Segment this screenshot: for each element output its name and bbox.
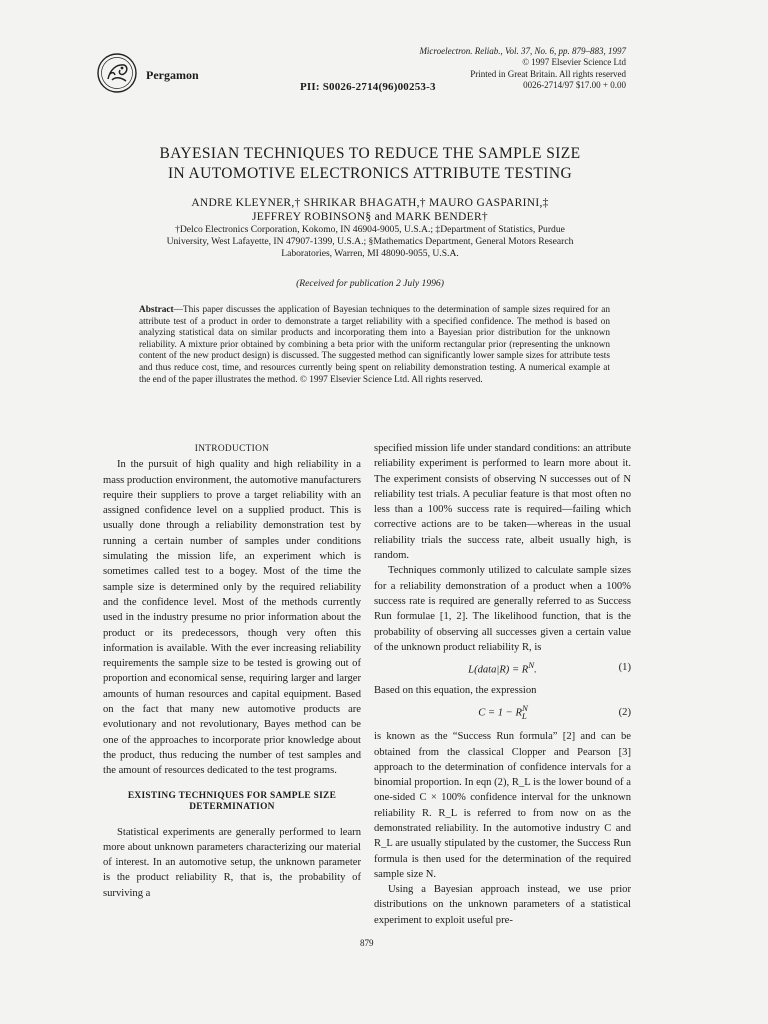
received-date [110, 278, 630, 289]
equation-1-body [374, 658, 611, 678]
right-paragraph-4: is known as the “Success Run formula” [2] and can be obtained from the classical Clopper and Pearson [3] approach to the determination of confidence intervals for a binomial proportion. In eqn (2), R_L is the lower bound of a one-sided C × 100% confidence interval for the unknown reliability R. R_L is referred to from now on as the demonstrated reliability. In the automotive industry C and R_L are usually stipulated by the customer, the Success Run formula is then used for the determination of the required sample size N. [374, 731, 631, 880]
equation-2 [374, 701, 631, 724]
authors-line-1: ANDRE KLEYNER,† SHRIKAR BHAGATH,† MAURO GASPARINI,‡ [191, 197, 549, 209]
left-column [103, 442, 361, 901]
title-line-1: BAYESIAN TECHNIQUES TO REDUCE THE SAMPLE SIZE [159, 145, 581, 162]
printed-line: Printed in Great Britain. All rights reserved [470, 68, 626, 79]
received-text: (Received for publication 2 July 1996) [296, 278, 444, 289]
equation-1-tail: . [534, 664, 537, 676]
affiliations [132, 224, 608, 261]
introduction-heading: INTRODUCTION [194, 444, 270, 454]
equation-2-sub: L [521, 710, 527, 721]
existing-techniques-heading [103, 791, 361, 814]
equation-1 [374, 658, 631, 678]
existing-techniques-paragraph: Statistical experiments are generally performed to learn more about unknown parameters characterizing our material of interest. In an automotive setup, the unknown parameter is the product reliability R, that is, the probability of surviving a [103, 826, 361, 899]
equation-1-expr: L(data|R) = R [468, 664, 529, 676]
equation-2-number: (2) [618, 707, 631, 719]
equation-1-number: (1) [618, 662, 631, 674]
equation-2-expr: C = 1 − R [478, 707, 522, 719]
introduction-paragraph: In the pursuit of high quality and high reliability in a mass production environment, the automotive manufacturers require their suppliers to prove a target reliability with an assigned confidence level on a supplied product. This is usually done through a reliability demonstration test by running a certain number of samples under conditions simulating the mission life, an experiment which is sometimes called test to a bogey. Most of the time the sample size is determined only by the required reliability and the confidence level. Most of the methods currently used in the industry presume no prior information about the product or its predecessors, though very often this information is available. With the ever increasing reliability requirements the sample size to be tested is growing out of proportion and economical sense, requiring larger and larger amounts of human resources and capital equipment. Based on the fact that many new automotive products are evolutionary and not revolutionary, Bayes method can be one of the approaches to incorporate prior knowledge about the product, thus reducing the number of test samples and the amount of resources dedicated to the test programs. [103, 459, 361, 777]
page-number: 879 [360, 938, 374, 948]
copyright-line: © 1997 Elsevier Science Ltd [522, 57, 626, 68]
pii-code: PII: S0026-2714(96)00253-3 [300, 81, 436, 93]
existing-heading-line-2: DETERMINATION [189, 802, 275, 813]
existing-heading-line-1: EXISTING TECHNIQUES FOR SAMPLE SIZE [127, 790, 337, 801]
right-paragraph-2: Techniques commonly utilized to calculate sample sizes for a reliability demonstration of a product when a 100% success rate is required are generally referred to as Success Run formulae [1, 2]. The likelihood function, that is the probability of observing all successes given a certain value of the unknown product reliability R, is [374, 565, 631, 653]
abstract-text: —This paper discusses the application of Bayesian techniques to the determination of sample sizes required for an attribute test of a product in order to demonstrate a target reliability with a specified confidence. The method is based on analyzing statistical data on similar products and incorporating them into a Bayesian prior distribution for the unknown reliability. A mixture prior obtained by combining a beta prior with the uniform rectangular prior (representing the unknown content of the new product design) is discussed. The suggested method can significantly lower sample sizes for attribute tests and thus reduce cost, time, and resources currently being spent on reliability demonstration testing. A numerical example at the end of the paper illustrates the method. © 1997 Elsevier Science Ltd. All rights reserved. [139, 305, 610, 385]
equation-2-body [374, 701, 611, 724]
title-line-2: IN AUTOMOTIVE ELECTRONICS ATTRIBUTE TESTING [167, 165, 573, 182]
affiliation-line-1: †Delco Electronics Corporation, Kokomo, IN 46904-9005, U.S.A.; ‡Department of Statistics, Purdue [175, 224, 565, 235]
right-paragraph-1: specified mission life under standard conditions: an attribute reliability experiment is performed to learn more about it. The experiment consists of observing N successes out of N reliability test trials. A peculiar feature is that most often no less than a 100% success rate is required—failing which corrective actions are to be taken—whereas in the usual reliability trials the success rate, albeit usually high, is random. [374, 443, 631, 562]
equation-2-sup: N [521, 703, 528, 714]
paper-title [100, 144, 640, 184]
right-column [374, 441, 631, 928]
affiliation-line-2: University, West Lafayette, IN 47907-1399, U.S.A.; §Mathematics Department, General Motors Research [166, 236, 574, 248]
author-list [110, 196, 630, 224]
issn-line: 0026-2714/97 $17.00 + 0.00 [523, 80, 626, 91]
affiliation-line-3: Laboratories, Warren, MI 48090-9055, U.S.A. [281, 248, 459, 260]
equation-1-sup: N [528, 660, 535, 671]
abstract-label: Abstract [139, 305, 174, 315]
abstract [139, 305, 610, 386]
authors-line-2: JEFFREY ROBINSON§ and MARK BENDER† [252, 211, 488, 223]
right-paragraph-5: Using a Bayesian approach instead, we use prior distributions on the unknown parameters of a statistical experiment to exploit useful pre- [374, 884, 631, 926]
right-paragraph-3: Based on this equation, the expression [374, 684, 537, 696]
journal-reference [419, 46, 626, 92]
pergamon-logo-icon [96, 52, 138, 94]
journal-citation: Microelectron. Reliab., Vol. 37, No. 6, pp. 879–883, 1997 [419, 46, 626, 56]
publisher-name: Pergamon [146, 68, 199, 82]
